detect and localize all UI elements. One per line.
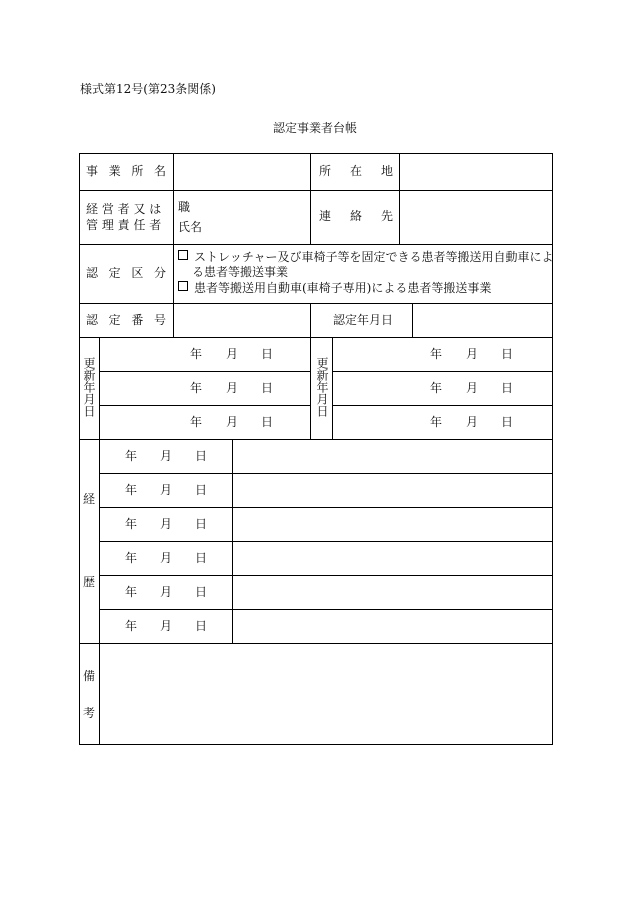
name-label: 氏名 [178,220,203,234]
option1-label-line2: る患者等搬送事業 [192,265,289,279]
renewal-label-left: 更新年月日 [82,357,96,417]
option1-label: ストレッチャー及び車椅子等を固定できる患者等搬送用自動車によ [194,250,554,264]
page-title: 認定事業者台帳 [272,121,357,135]
option1-checkbox[interactable] [178,250,188,260]
position-label: 職 [178,200,191,214]
business-name-label: 事 業 所 名 [86,164,166,178]
form-number: 様式第12号(第23条関係) [80,82,216,96]
registry-table: 事 業 所 名 所 在 地 経 営 者 又 は 管 理 責 任 者 職 氏名 連 絡 先 認 定 区 分 ストレッチャー及び車椅子等を固定できる患者等搬送用自動車によ る患者等搬送事業 患者等搬送用自動車(車椅子専用)による患者等搬送事業 認 定 番 号 認定年月日 更新年月日 更新年月日 年 月 日 年 月 日 年 月 日 年 月 日 年 月 日 年 月 日 経 歴 年 月 日 年 月 日 年 月 日 年 月 日 年 月 日 年 月 日 備 考 [79,153,553,745]
contact-label: 連 絡 先 [319,209,393,223]
option2-row [178,281,491,296]
cert-number-label: 認 定 番 号 [86,313,166,327]
option1-row [178,250,554,265]
option2-checkbox[interactable] [178,281,188,291]
history-label-1: 経 [83,492,96,506]
option2-label: 患者等搬送用自動車(車椅子専用)による患者等搬送事業 [194,281,492,295]
history-label-2: 歴 [83,575,96,589]
category-label: 認 定 区 分 [86,266,166,280]
renewal-label-right: 更新年月日 [315,357,329,417]
location-label: 所 在 地 [319,164,393,178]
remarks-label-1: 備 [83,669,96,683]
cert-date-label: 認定年月日 [333,313,394,327]
manager-label-line2: 管 理 責 任 者 [86,218,162,232]
table-border [79,153,553,745]
manager-label-line1: 経 営 者 又 は [86,202,162,216]
remarks-label-2: 考 [83,706,96,720]
